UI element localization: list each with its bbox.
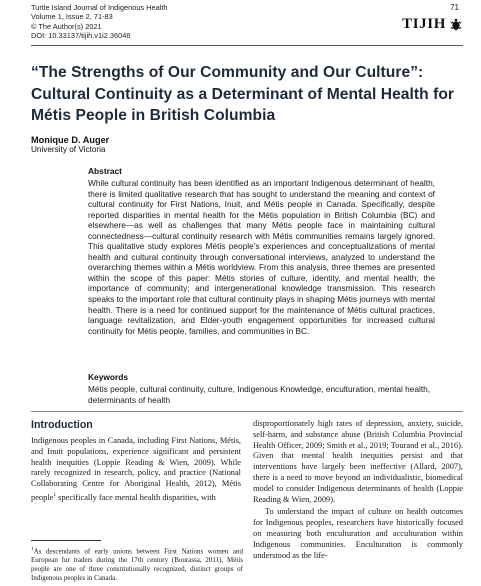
volume-issue: Volume 1, Issue 2, 71-83 xyxy=(31,12,113,22)
keywords-section xyxy=(88,372,435,405)
intro-paragraph-2: To understand the impact of culture on health outcomes for Indigenous peoples, researchers have historically focused on measuring both enculturation and acculturation within Indigenous communities. Enculturation is commonly understood as the life- xyxy=(253,507,463,560)
intro-text-end: specifically face mental health disparities, with xyxy=(56,492,216,502)
abstract-heading: Abstract xyxy=(88,166,122,176)
copyright: © The Author(s) 2021 xyxy=(31,21,102,31)
footnote-ref[interactable]: 1 xyxy=(53,491,57,498)
journal-meta xyxy=(31,3,168,41)
abstract-text: While cultural continuity has been identified as an important Indigenous determinant of health, there is limited qualitative research that has sought to understand the meaning and context of cultural continuity for First Nations, Inuit, and Métis people in Canada. Specifically, despite reported disparities in mental health for the Métis population in British Columbia (BC) and elsewhere—as well as challenges that many Métis people face in maintaining cultural connectedness—cultural continuity research with Métis communities remains largely ignored. This qualitative study explores Métis people’s experiences and conceptualizations of mental health and cultural continuity through conversational interviews, analyzed to understand the overarching themes within a Métis worldview. From this analysis, three themes are presented within the scope of this paper: Métis stories of culture, identity, and mental health; the importance of community; and intergenerational knowledge transmission. This research speaks to the important role that cultural continuity plays in shaping Métis journeys with mental health. There is a need for continued support for the maintenance of Métis cultural practices, language revitalization, and Elder-youth engagement opportunities for increased cultural continuity for Métis people, families, and communities in BC. xyxy=(88,178,435,336)
article-title xyxy=(31,62,463,127)
section-divider xyxy=(31,411,463,412)
keywords-heading: Keywords xyxy=(88,372,129,382)
left-column xyxy=(31,436,241,504)
footnote-rule xyxy=(31,540,101,541)
keywords-text: Métis people, cultural continuity, culture, Indigenous Knowledge, enculturation, mental health, determinants of health xyxy=(88,384,431,405)
doi-link[interactable]: DOI: 10.33137/tijih.v1i2.36046 xyxy=(31,31,131,41)
page-number: 71 xyxy=(450,3,459,12)
turtle-icon xyxy=(449,18,463,32)
intro-paragraph-1-cont: disproportionately high rates of depression, anxiety, suicide, self-harm, and substance abuse (British Columbia Provincial Health Officer, 2009; Smith et al., 2019; Tourand et al., 2016). Given that mental health inequities persist and that interventions have largely been ineffective (Allard, 2007), there is a need to move beyond an individualistic, biomedical model to consider Indigenous determinants of health (Loppie Reading & Wien, 2009). xyxy=(253,419,463,504)
right-column xyxy=(253,419,463,561)
journal-name: Turtle Island Journal of Indigenous Health xyxy=(31,3,168,12)
title-line-1: “The Strengths of Our Community and Our Culture”: xyxy=(31,64,424,81)
author-name: Monique D. Auger xyxy=(31,135,110,145)
footnote-marker: 1 xyxy=(31,546,34,552)
abstract-section xyxy=(88,166,435,336)
author-affiliation: University of Victoria xyxy=(31,145,106,154)
introduction-heading: Introduction xyxy=(31,419,93,431)
logo-wordmark: TIJIH xyxy=(402,16,446,32)
journal-logo xyxy=(402,16,463,33)
header-rule xyxy=(31,45,463,46)
intro-paragraph-1 xyxy=(31,436,241,504)
title-line-2: Cultural Continuity as a Determinant of Mental Health for xyxy=(31,85,455,103)
title-line-3: Métis People in British Columbia xyxy=(31,107,276,124)
intro-text-start: Indigenous peoples in Canada, including First Nations, Métis, and Inuit populations, experience significant and persistent health inequities (Loppie Reading & Wien, 2009). While rarely recognized in research, policy, and practice (National Collaborating Centre for Aboriginal Health, 2012), Métis people xyxy=(31,436,241,502)
footnote-text: As descendants of early unions between First Nations women and European fur traders during the 17th century (Bourassa, 2011), Métis people are one of three constitutionally recognized, distinct groups of Indigenous peoples in Canada. xyxy=(31,547,243,583)
footnote xyxy=(31,545,243,583)
